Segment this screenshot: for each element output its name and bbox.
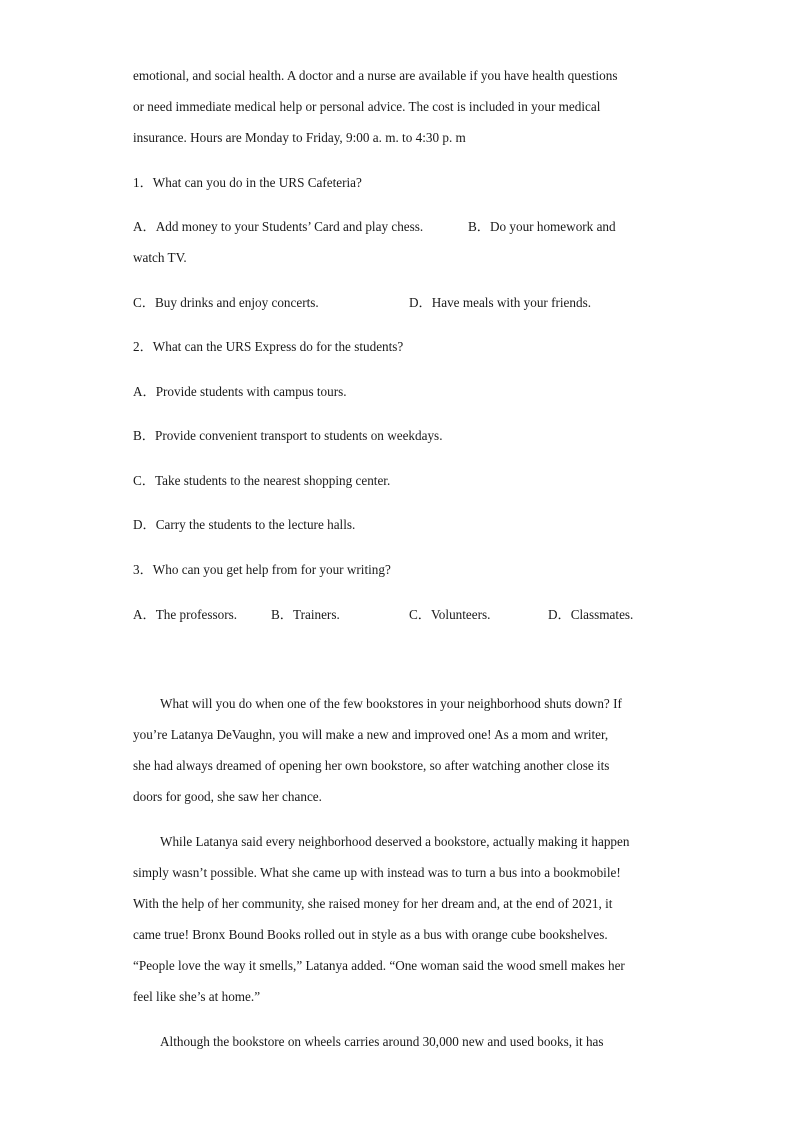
passage-line: “People love the way it smells,” Latanya added. “One woman said the wood smell makes her [133,958,625,973]
passage-line: What will you do when one of the few bookstores in your neighborhood shuts down? If [160,696,622,711]
question-2: 2．What can the URS Express do for the students? [133,339,404,354]
passage-line: With the help of her community, she raised money for her dream and, at the end of 2021, it [133,896,613,911]
intro-line: emotional, and social health. A doctor and a nurse are available if you have health questions [133,68,618,83]
question-3: 3．Who can you get help from for your writing? [133,562,391,577]
passage-line: Although the bookstore on wheels carries around 30,000 new and used books, it has [160,1034,604,1049]
q3-option-b: B．Trainers. [271,607,340,622]
passage-line: she had always dreamed of opening her own bookstore, so after watching another close its [133,758,610,773]
question-1: 1．What can you do in the URS Cafeteria? [133,175,362,190]
q2-option-b: B．Provide convenient transport to students on weekdays. [133,428,443,443]
q3-option-a: A．The professors. [133,607,238,622]
passage-line: While Latanya said every neighborhood deserved a bookstore, actually making it happen [160,834,630,849]
q2-option-a: A．Provide students with campus tours. [133,384,347,399]
q3-option-d: D．Classmates. [548,607,634,622]
passage-line: came true! Bronx Bound Books rolled out in style as a bus with orange cube bookshelves. [133,927,608,942]
passage-line: you’re Latanya DeVaughn, you will make a new and improved one! As a mom and writer, [133,727,609,742]
q2-option-d: D．Carry the students to the lecture halls. [133,517,356,532]
q3-option-c: C．Volunteers. [409,607,491,622]
q1-option-b: B．Do your homework and [468,219,616,234]
passage-line: feel like she’s at home.” [133,989,261,1004]
q2-option-c: C．Take students to the nearest shopping center. [133,473,391,488]
intro-line: or need immediate medical help or personal advice. The cost is included in your medical [133,99,601,114]
q1-option-d: D．Have meals with your friends. [409,295,592,310]
intro-line: insurance. Hours are Monday to Friday, 9:00 a. m. to 4:30 p. m [133,130,466,145]
q1-option-a: A．Add money to your Students’ Card and play chess. [133,219,424,234]
q1-option-c: C．Buy drinks and enjoy concerts. [133,295,319,310]
passage-line: doors for good, she saw her chance. [133,789,322,804]
q1-option-b-continued: watch TV. [133,250,187,265]
passage-line: simply wasn’t possible. What she came up with instead was to turn a bus into a bookmobile! [133,865,621,880]
